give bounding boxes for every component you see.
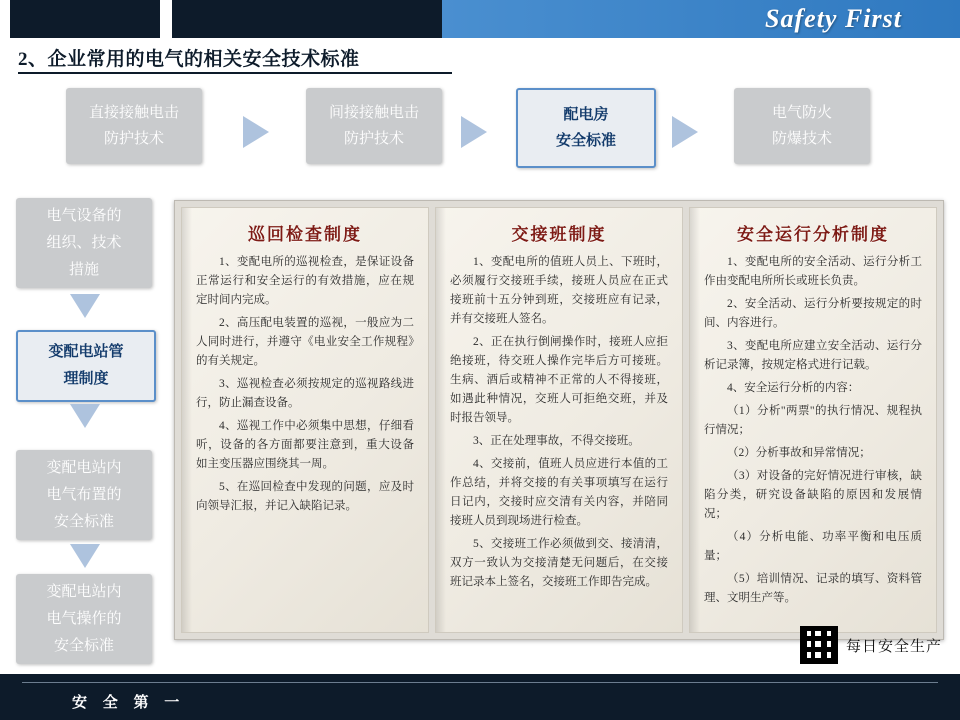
- scanned-document-photo: [174, 200, 944, 640]
- sidebar-item-3-line1: 变配电站内: [46, 459, 122, 476]
- flow-step-3-line2: 安全标准: [555, 133, 616, 149]
- document-page-1-title: 巡回检查制度: [248, 225, 362, 244]
- sidebar-item-operation-standard[interactable]: [16, 574, 152, 664]
- brand-title: Safety First: [765, 4, 902, 33]
- page-3-paragraph-8: （4）分析电能、功率平衡和电压质量；: [704, 531, 922, 562]
- document-page-2-body: [450, 253, 668, 592]
- sidebar-item-1-line1: 电气设备的: [46, 207, 122, 224]
- flow-step-4-line2: 防爆技术: [771, 131, 832, 147]
- banner-segment-white-left: [0, 0, 10, 38]
- sidebar-arrow-down-2-icon: [70, 404, 100, 428]
- flow-step-4-line1: 电气防火: [771, 105, 832, 121]
- flow-arrow-right-2-icon: [461, 116, 487, 148]
- page-fold-shadow: [436, 208, 446, 632]
- flow-step-1-line2: 防护技术: [103, 131, 164, 147]
- page-1-paragraph-1: 1、变配电所的巡视检查，是保证设备正常运行和安全运行的有效措施，应在规定时间内完成。: [196, 256, 414, 306]
- sidebar-item-3-line2: 电气布置的: [46, 486, 122, 503]
- account-name: 每日安全生产: [845, 638, 942, 655]
- flow-step-1[interactable]: [66, 88, 202, 164]
- document-page-1-body: [196, 253, 414, 516]
- flow-step-2[interactable]: [306, 88, 442, 164]
- banner-segment-dark-2: [172, 0, 442, 38]
- flow-step-3-active[interactable]: [516, 88, 656, 168]
- flow-arrow-right-1-icon: [243, 116, 269, 148]
- document-page-inspection: [181, 207, 429, 633]
- page-1-paragraph-5: 5、在巡回检查中发现的问题，应及时向领导汇报，并记入缺陷记录。: [196, 481, 414, 512]
- document-page-shift-handover: [435, 207, 683, 633]
- flow-arrow-right-3-icon: [672, 116, 698, 148]
- flow-step-2-line2: 防护技术: [343, 131, 404, 147]
- qr-code-icon: [800, 626, 838, 664]
- title-underline: [18, 72, 452, 74]
- sidebar-item-equipment-organization[interactable]: [16, 198, 152, 288]
- document-page-safety-analysis: [689, 207, 937, 633]
- page-2-paragraph-2: 2、正在执行倒闸操作时，接班人应拒绝接班，待交班人操作完毕后方可接班。生病、酒后或精神不正常的人不得接班，如遇此种情况，交班人可拒绝交班，并及时报告领导。: [450, 336, 668, 424]
- banner-segment-dark-1: [10, 0, 160, 38]
- page-3-paragraph-2: 2、安全活动、运行分析要按规定的时间、内容进行。: [704, 298, 922, 329]
- page-fold-shadow: [690, 208, 700, 632]
- page-3-paragraph-9: （5）培训情况、记录的填写、资料管理、文明生产等。: [704, 573, 922, 604]
- footer-divider: [22, 682, 938, 683]
- page-1-paragraph-4: 4、巡视工作中必须集中思想，仔细看听，设备的各方面都要注意到，重大设备如主变压器应围绕其一周。: [196, 420, 414, 470]
- footer-bar: [0, 674, 960, 720]
- banner-segment-white-gap: [160, 0, 172, 38]
- flow-step-4[interactable]: [734, 88, 870, 164]
- page-1-paragraph-2: 2、高压配电装置的巡视，一般应为二人同时进行，并遵守《电业安全工作规程》的有关规定。: [196, 317, 414, 367]
- document-page-3-body: [704, 253, 922, 608]
- sidebar-arrow-down-1-icon: [70, 294, 100, 318]
- sidebar-item-layout-standard[interactable]: [16, 450, 152, 540]
- account-badge: [800, 626, 942, 664]
- sidebar-item-4-line2: 电气操作的: [46, 610, 122, 627]
- page-3-paragraph-5: （1）分析"两票"的执行情况、规程执行情况；: [704, 405, 922, 436]
- sidebar-item-1-line3: 措施: [68, 261, 99, 278]
- flow-step-3-line1: 配电房: [563, 107, 609, 123]
- sidebar-item-3-line3: 安全标准: [53, 513, 114, 530]
- page-3-paragraph-7: （3）对设备的完好情况进行审核，缺陷分类，研究设备缺陷的原因和发展情况；: [704, 470, 922, 520]
- page-title: 2、企业常用的电气的相关安全技术标准: [18, 49, 360, 70]
- page-2-paragraph-3: 3、正在处理事故，不得交接班。: [473, 435, 640, 447]
- page-3-paragraph-3: 3、变配电所应建立安全活动、运行分析记录簿，按规定格式进行记载。: [704, 340, 922, 371]
- page-3-paragraph-1: 1、变配电所的安全活动、运行分析工作由变配电所所长或班长负责。: [704, 256, 922, 287]
- sidebar-item-2-line1: 变配电站管: [48, 344, 124, 360]
- sidebar-item-1-line2: 组织、技术: [46, 234, 122, 251]
- page-2-paragraph-1: 1、变配电所的值班人员上、下班时，必须履行交接班手续，接班人员应在正式接班前十五分钟到班，交接班应有记录，并有交接班人签名。: [450, 256, 668, 325]
- page-2-paragraph-5: 5、交接班工作必须做到交、接清清，双方一致认为交接清楚无问题后，在交接班记录本上签名，交接班工作即告完成。: [450, 538, 668, 588]
- sidebar-item-4-line1: 变配电站内: [46, 583, 122, 600]
- flow-step-1-line1: 直接接触电击: [88, 105, 179, 121]
- flow-step-2-line1: 间接接触电击: [328, 105, 419, 121]
- document-page-3-title: 安全运行分析制度: [737, 225, 889, 244]
- page-3-paragraph-6: （2）分析事故和异常情况；: [727, 447, 871, 459]
- page-1-paragraph-3: 3、巡视检查必须按规定的巡视路线进行，防止漏查设备。: [196, 378, 414, 409]
- sidebar-item-4-line3: 安全标准: [53, 637, 114, 654]
- top-banner: [0, 0, 960, 38]
- sidebar-item-substation-management-active[interactable]: [16, 330, 156, 402]
- footer-slogan: 安 全 第 一: [72, 695, 186, 711]
- page-2-paragraph-4: 4、交接前，值班人员应进行本值的工作总结，并将交接的有关事项填写在运行日记内，交接时应交清有关内容，并陪同接班人员到现场进行检查。: [450, 458, 668, 527]
- document-page-2-title: 交接班制度: [511, 225, 607, 244]
- sidebar-item-2-line2: 理制度: [63, 371, 109, 387]
- page-fold-shadow: [182, 208, 192, 632]
- sidebar-arrow-down-3-icon: [70, 544, 100, 568]
- page-3-paragraph-4: 4、安全运行分析的内容：: [727, 382, 860, 394]
